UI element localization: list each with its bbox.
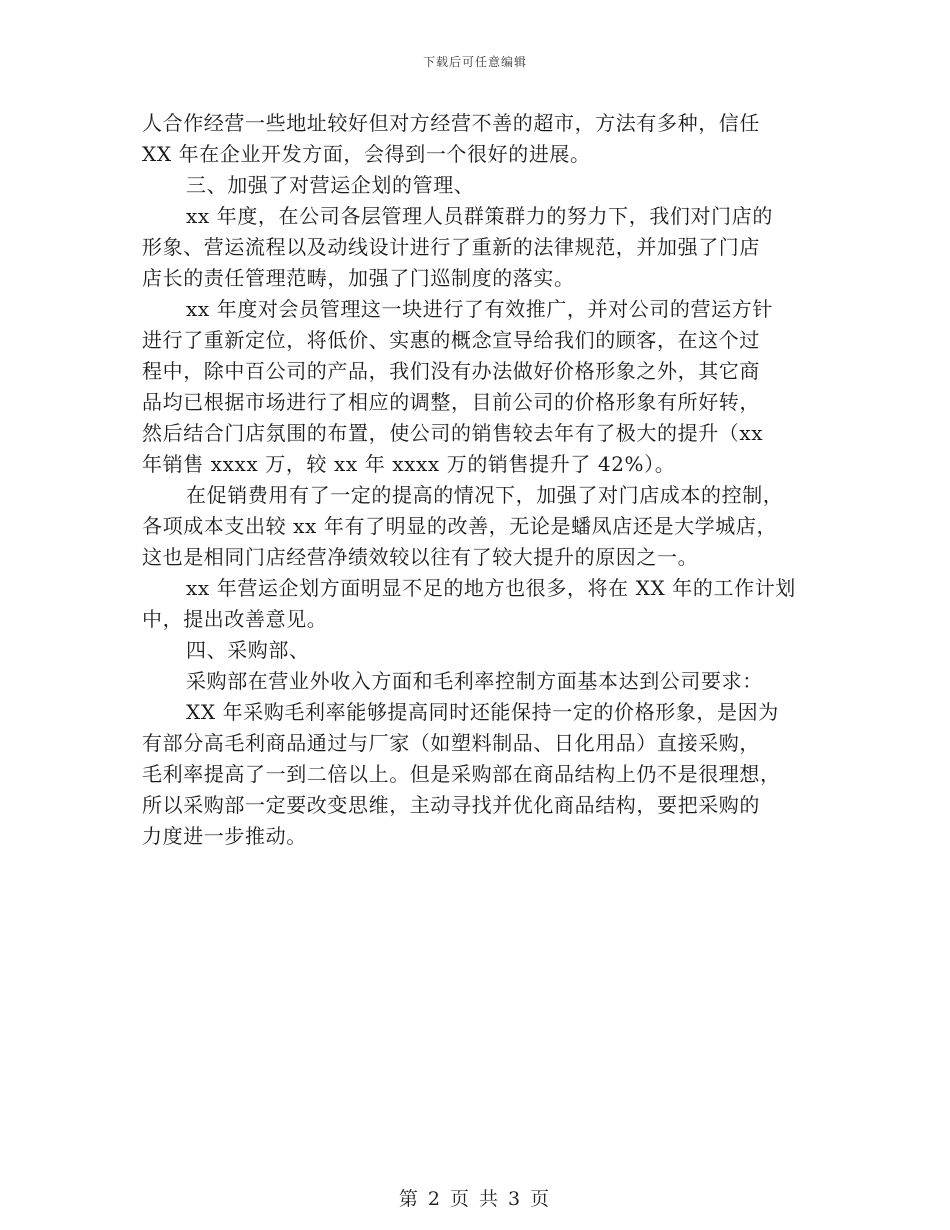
body-line: 力度进一步推动。 [142, 824, 307, 848]
body-line: 中，提出改善意见。 [142, 607, 328, 631]
section-heading: 四、采购部、 [186, 638, 310, 662]
body-line: 然后结合门店氛围的布置，使公司的销售较去年有了极大的提升（xx [142, 421, 764, 445]
document-body [142, 108, 814, 852]
body-line: 进行了重新定位，将低价、实惠的概念宣导给我们的顾客，在这个过 [142, 328, 760, 352]
body-line: 采购部在营业外收入方面和毛利率控制方面基本达到公司要求： [186, 669, 763, 693]
body-line: 年销售 xxxx 万，较 xx 年 xxxx 万的销售提升了 42%）。 [142, 452, 676, 476]
body-line: XX 年采购毛利率能够提高同时还能保持一定的价格形象，是因为 [186, 700, 779, 724]
body-line: 程中，除中百公司的产品，我们没有办法做好价格形象之外，其它商 [142, 359, 760, 383]
body-line: 各项成本支出较 xx 年有了明显的改善，无论是蟠凤店还是大学城店， [142, 514, 778, 538]
section-heading: 三、加强了对营运企划的管理、 [186, 173, 475, 197]
body-line: 所以采购部一定要改变思维，主动寻找并优化商品结构，要把采购的 [142, 793, 760, 817]
body-line: xx 年营运企划方面明显不足的地方也很多，将在 XX 年的工作计划 [186, 576, 796, 600]
body-line: 毛利率提高了一到二倍以上。但是采购部在商品结构上仍不是很理想， [142, 762, 781, 786]
body-line: 在促销费用有了一定的提高的情况下，加强了对门店成本的控制， [186, 483, 784, 507]
body-line: 这也是相同门店经营净绩效较以往有了较大提升的原因之一。 [142, 545, 699, 569]
page-number: 第 2 页 共 3 页 [398, 1188, 552, 1210]
body-line: 品均已根据市场进行了相应的调整，目前公司的价格形象有所好转， [142, 390, 760, 414]
body-line: XX 年在企业开发方面，会得到一个很好的进展。 [142, 142, 591, 166]
body-line: 有部分高毛利商品通过与厂家（如塑料制品、日化用品）直接采购， [142, 731, 760, 755]
body-line: xx 年度对会员管理这一块进行了有效推广，并对公司的营运方针 [186, 297, 773, 321]
body-line: 店长的责任管理范畴，加强了门巡制度的落实。 [142, 266, 575, 290]
body-line: 形象、营运流程以及动线设计进行了重新的法律规范，并加强了门店 [142, 235, 760, 259]
body-line: 人合作经营一些地址较好但对方经营不善的超市，方法有多种，信任 [142, 111, 760, 135]
page-header-note: 下载后可任意编辑 [422, 55, 527, 69]
body-line: xx 年度，在公司各层管理人员群策群力的努力下，我们对门店的 [186, 204, 773, 228]
